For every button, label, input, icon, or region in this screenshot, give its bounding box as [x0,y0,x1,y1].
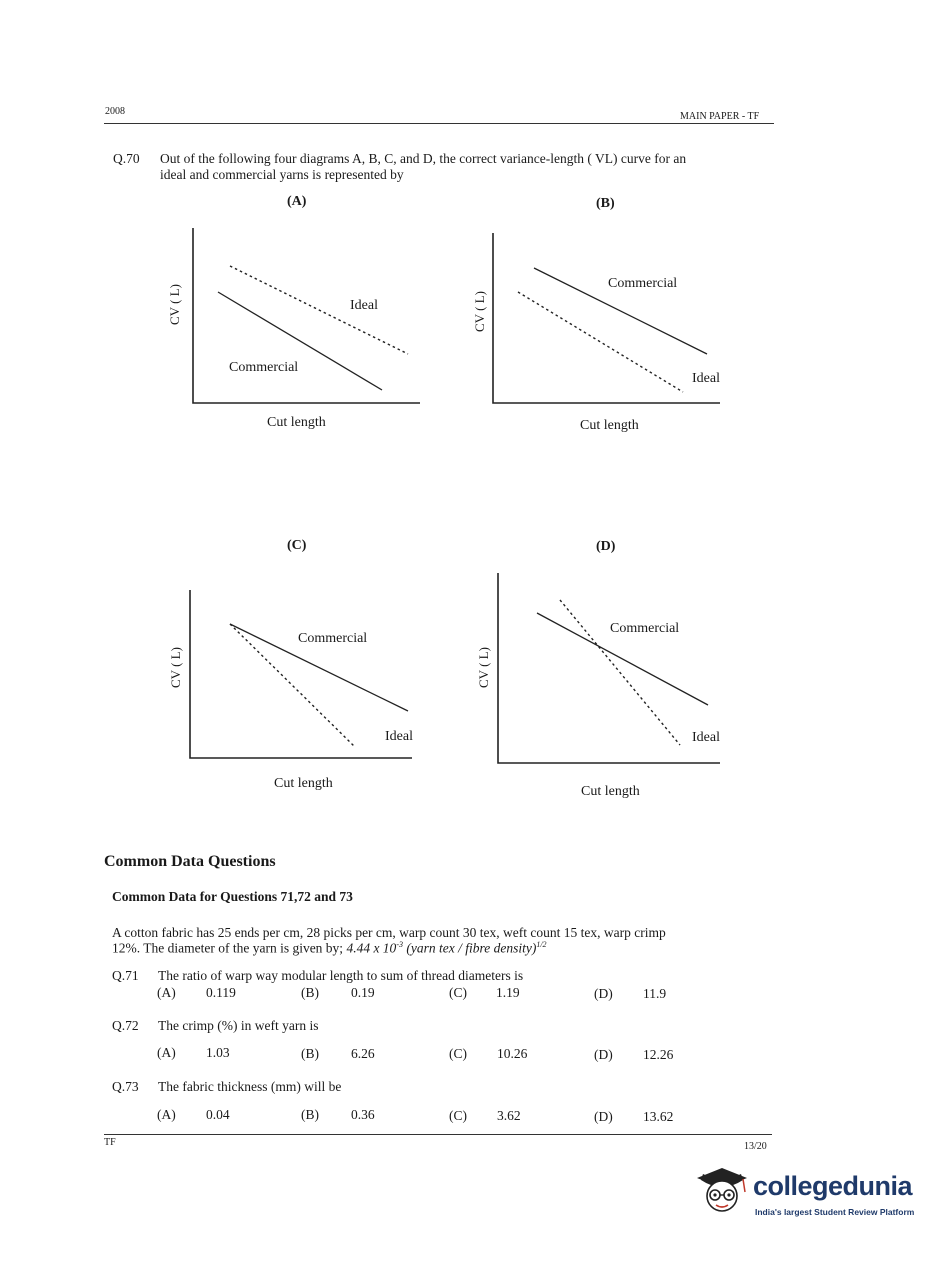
common-data-heading: Common Data Questions [104,853,276,870]
diagram-c-ylabel: CV ( L) [168,647,183,688]
diagram-d-graphic [498,573,720,763]
diagram-c-xlabel: Cut length [274,776,333,791]
formula-power: 1/2 [536,940,547,949]
q71-option-d-value: 11.9 [643,986,667,1001]
diagram-a-xlabel: Cut length [267,415,326,430]
diagram-b-id: (B) [596,196,615,211]
q71-option-c-value: 1.19 [496,985,520,1000]
q73-option-a-value: 0.04 [206,1107,230,1122]
diagram-d-ylabel: CV ( L) [476,647,491,688]
diagram-b-label-ideal: Ideal [692,371,720,386]
q71-option-b-key: (B) [301,985,319,1000]
q71-option-a-value: 0.119 [206,985,236,1000]
q72-number: Q.72 [112,1018,139,1033]
diagram-b-axes [493,233,720,403]
q72-option-c-key: (C) [449,1046,467,1061]
para-line2-text: 12%. The diameter of the yarn is given by; [112,940,347,956]
diagram-a-label-ideal: Ideal [350,298,378,313]
diagram-a-label-commercial: Commercial [229,360,299,375]
diagram-b-ideal-line [518,292,683,392]
formula-paren: (yarn tex / fibre density) [402,940,537,956]
q70-text-line1: Out of the following four diagrams A, B, C, and D, the correct variance-length ( VL) curve for an [160,151,687,166]
diagram-a-ylabel: CV ( L) [167,284,182,325]
q73-option-d-value: 13.62 [643,1109,674,1124]
formula-exp: -3 [396,940,403,949]
diagram-a-id: (A) [287,194,307,209]
footer-page-number: 13/20 [744,1141,767,1152]
q72-option-a-value: 1.03 [206,1045,230,1060]
q71-option-d-key: (D) [594,986,613,1001]
header-year: 2008 [105,106,125,117]
diagram-b-xlabel: Cut length [580,418,639,433]
diagram-d-axes [498,573,720,763]
diagram-b-graphic [493,233,720,403]
common-data-para-line1: A cotton fabric has 25 ends per cm, 28 picks per cm, warp count 30 tex, weft count 15 tex, warp crimp [112,925,666,940]
diagram-d-xlabel: Cut length [581,784,640,799]
diagram-c-graphic [190,590,412,758]
q73-option-d-key: (D) [594,1109,613,1124]
q72-option-b-value: 6.26 [351,1046,375,1061]
q72-option-a-key: (A) [157,1045,176,1060]
q71-option-a-key: (A) [157,985,176,1000]
q70-number: Q.70 [113,151,140,166]
q73-option-b-key: (B) [301,1107,319,1122]
diagram-c-id: (C) [287,538,307,553]
q72-option-c-value: 10.26 [497,1046,528,1061]
q73-option-c-key: (C) [449,1108,467,1123]
diagram-d-id: (D) [596,539,616,554]
footer-rule [104,1134,772,1135]
diagram-b-ylabel: CV ( L) [472,291,487,332]
q72-text: The crimp (%) in weft yarn is [158,1018,319,1033]
diagram-a-graphic [193,228,420,403]
q73-option-c-value: 3.62 [497,1108,521,1123]
diagram-b-label-commercial: Commercial [608,276,678,291]
q73-number: Q.73 [112,1079,139,1094]
diagram-d-label-commercial: Commercial [610,621,680,636]
q73-option-b-value: 0.36 [351,1107,375,1122]
q71-option-b-value: 0.19 [351,985,375,1000]
footer-left: TF [104,1137,116,1148]
q73-option-a-key: (A) [157,1107,176,1122]
q73-text: The fabric thickness (mm) will be [158,1079,342,1094]
formula-base: 4.44 x 10 [346,940,397,956]
header-paper: MAIN PAPER - TF [680,111,760,122]
diagram-c-label-commercial: Commercial [298,631,368,646]
diagram-d-label-ideal: Ideal [692,730,720,745]
diagram-c-label-ideal: Ideal [385,729,413,744]
q72-option-d-value: 12.26 [643,1047,674,1062]
q71-number: Q.71 [112,968,139,983]
common-data-subheading: Common Data for Questions 71,72 and 73 [112,889,353,904]
q72-option-b-key: (B) [301,1046,319,1061]
diagram-a-axes [193,228,420,403]
q71-option-c-key: (C) [449,985,467,1000]
watermark-brand-name: collegedunia [753,1171,913,1201]
diagram-a-ideal-line [230,266,408,354]
q72-option-d-key: (D) [594,1047,613,1062]
diagram-c-axes [190,590,412,758]
common-data-para-line2 [112,940,547,957]
q70-text-line2: ideal and commercial yarns is represented by [160,167,404,182]
q71-text: The ratio of warp way modular length to sum of thread diameters is [158,968,524,983]
watermark-tagline: India's largest Student Review Platform [755,1207,915,1217]
graduate-mascot-icon [693,1160,751,1222]
